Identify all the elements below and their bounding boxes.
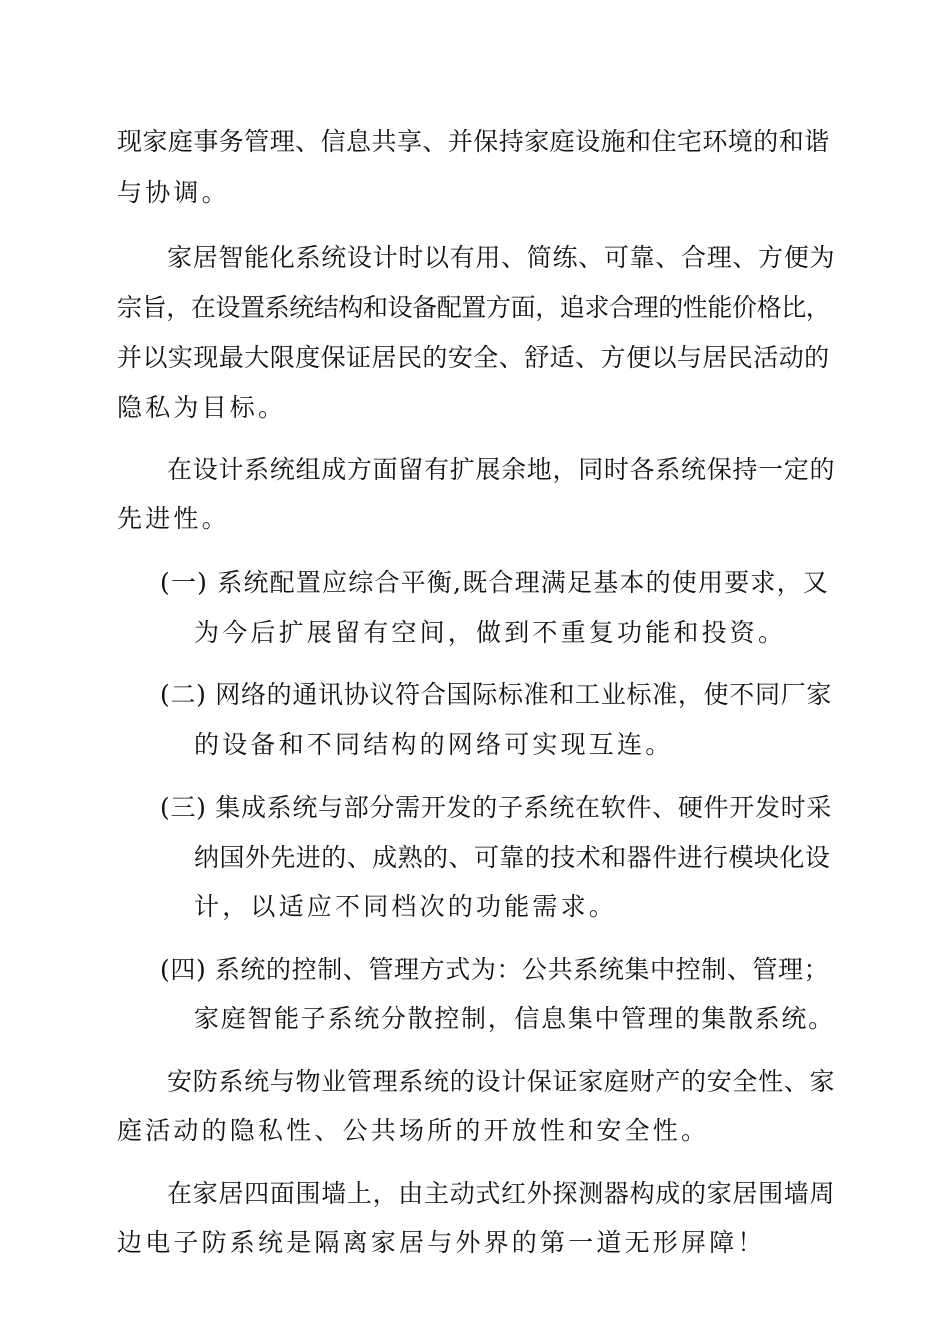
list-item-line: 计，以适应不同档次的功能需求。 bbox=[194, 892, 618, 921]
paragraph-line: 在家居四面围墙上，由主动式红外探测器构成的家居围墙周 bbox=[167, 1179, 836, 1208]
paragraph-line: 先进性。 bbox=[117, 504, 230, 533]
paragraph-line: 宗旨，在设置系统结构和设备配置方面，追求合理的性能价格比， bbox=[117, 293, 831, 322]
paragraph-line: 与协调。 bbox=[117, 178, 230, 207]
paragraph-line: 安防系统与物业管理系统的设计保证家庭财产的安全性、家 bbox=[167, 1067, 836, 1096]
paragraph-line: 隐私为目标。 bbox=[117, 393, 287, 422]
list-item-line: (二) 网络的通讯协议符合国际标准和工业标准，使不同厂家 bbox=[160, 680, 833, 709]
paragraph-line: 庭活动的隐私性、公共场所的开放性和安全性。 bbox=[117, 1116, 710, 1145]
paragraph-line: 家居智能化系统设计时以有用、简练、可靠、合理、方便为 bbox=[167, 243, 836, 272]
list-item-line: (一) 系统配置应综合平衡,既合理满足基本的使用要求，又 bbox=[160, 568, 830, 597]
paragraph-line: 现家庭事务管理、信息共享、并保持家庭设施和住宅环境的和谐 bbox=[117, 127, 830, 156]
list-item-line: 纳国外先进的、成熟的、可靠的技术和器件进行模块化设 bbox=[194, 843, 831, 872]
paragraph-line: 边电子防系统是隔离家居与外界的第一道无形屏障！ bbox=[117, 1228, 766, 1257]
paragraph-line: 并以实现最大限度保证居民的安全、舒适、方便以与居民活动的 bbox=[117, 343, 830, 372]
list-item-line: 家庭智能子系统分散控制，信息集中管理的集散系统。 bbox=[194, 1004, 835, 1033]
list-item-line: (三) 集成系统与部分需开发的子系统在软件、硬件开发时采 bbox=[160, 793, 833, 822]
list-item-line: (四) 系统的控制、管理方式为：公共系统集中控制、管理； bbox=[160, 955, 830, 984]
list-item-line: 为今后扩展留有空间，做到不重复功能和投资。 bbox=[194, 618, 787, 647]
paragraph-line: 在设计系统组成方面留有扩展余地，同时各系统保持一定的 bbox=[167, 455, 836, 484]
list-item-line: 的设备和不同结构的网络可实现互连。 bbox=[194, 730, 674, 759]
